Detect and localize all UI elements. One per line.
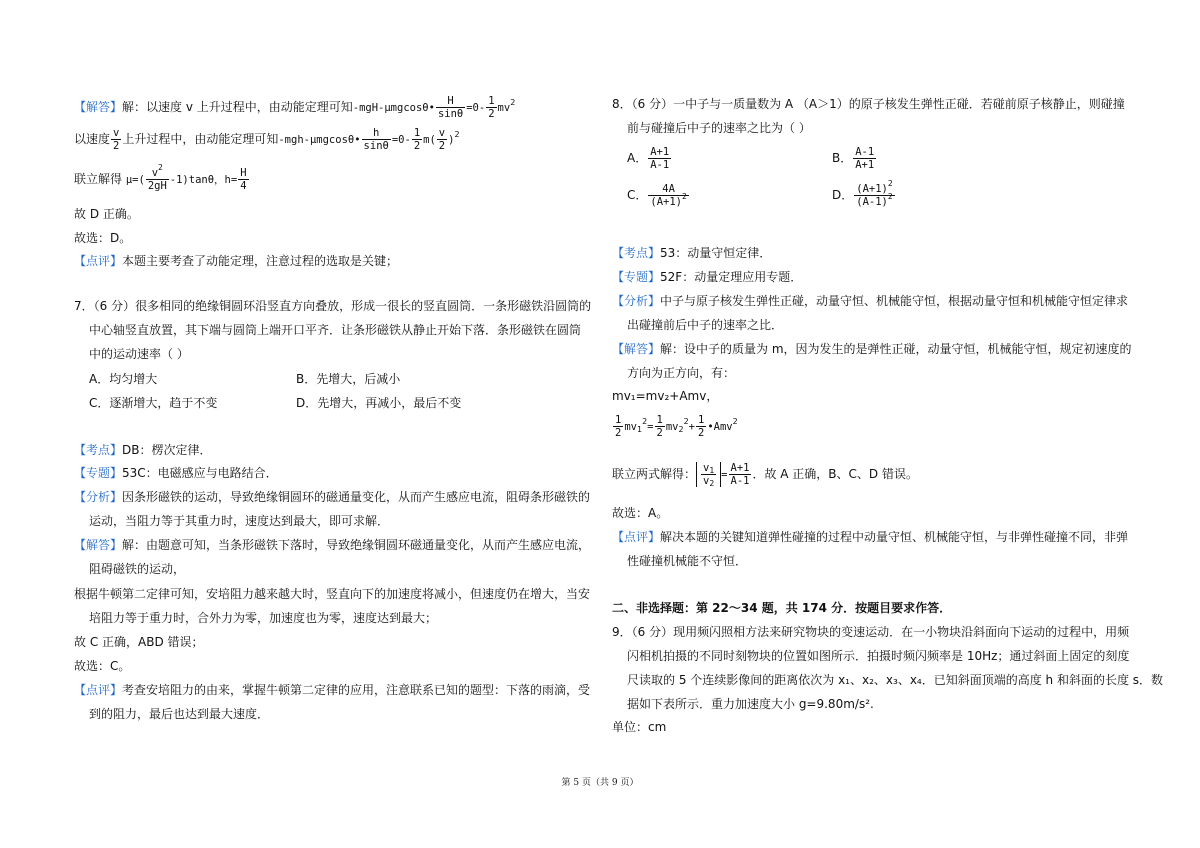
text: 中子与原子核发生弹性正碰，动量守恒、机械能守恒，根据动量守恒和机械能守恒定律求 xyxy=(660,294,1129,308)
numerator: $v^2$ xyxy=(151,163,163,179)
formula: μ=( xyxy=(125,174,145,186)
fraction xyxy=(412,127,422,152)
text: DB：楞次定律． xyxy=(122,443,212,457)
formula: mv xyxy=(497,102,511,114)
numerator: 1 xyxy=(698,414,705,426)
formula: =0- xyxy=(466,102,486,114)
q8-analysis-line2: 出碰撞前后中子的速率之比． xyxy=(627,318,784,332)
q7-option-c: C．逐渐增大，趋于不变 xyxy=(89,396,218,410)
tag: 【分析】 xyxy=(74,490,123,504)
q7-analysis-line1 xyxy=(74,489,590,505)
fraction xyxy=(701,462,716,487)
denominator: 2gH xyxy=(147,180,167,192)
q7-stem-line2: 中心轴竖直放置，其下端与圆筒上端开口平齐．让条形磁铁从静止开始下落．条形磁铁在圆筒 xyxy=(89,323,582,337)
text: 上升过程中，由动能定理可知 xyxy=(122,132,279,146)
numerator: H xyxy=(447,95,454,107)
q7-stem-line3: 中的运动速率（ ） xyxy=(89,347,189,361)
fraction xyxy=(648,183,688,208)
q8-knowledge-point xyxy=(612,245,771,261)
denominator: 2 xyxy=(413,140,421,152)
numerator: 1 xyxy=(488,95,495,107)
tag: 【考点】 xyxy=(612,246,661,260)
fraction xyxy=(655,414,665,439)
formula: ) xyxy=(448,134,455,146)
option-label: D． xyxy=(832,188,854,202)
q7-comment-line2: 到的阻力，最后也达到最大速度． xyxy=(89,707,270,721)
denominator: A-1 xyxy=(730,475,750,487)
formula: =0- xyxy=(391,134,411,146)
q8-option-d xyxy=(832,179,896,208)
formula: -1)tanθ，h= xyxy=(169,174,238,186)
numerator: h xyxy=(373,127,380,139)
q6-comment xyxy=(74,253,398,269)
option-label: B． xyxy=(832,151,853,165)
numerator: 1 xyxy=(656,414,663,426)
section-heading: 二、非选择题：第 22～34 题，共 174 分．按题目要求作答． xyxy=(612,601,952,615)
q8-solution-line1 xyxy=(612,341,1132,357)
denominator: sinθ xyxy=(363,140,389,152)
q6-solution-line2: 以速度 $\frac{v}{2}$ 上升过程中，由动能定理可知-mgh-μmgcosθ• $\frac{h}{\sin\theta}$ =0- $\frac{1}{2}$ m( $\frac{v}{2}$ )$^2$ xyxy=(74,127,460,152)
denominator: $(A+1)^2$ xyxy=(650,192,687,208)
denominator: 2 xyxy=(438,140,446,152)
q7-option-b: B．先增大，后减小 xyxy=(296,372,401,386)
fraction xyxy=(146,163,169,192)
right-column xyxy=(600,0,1200,780)
solution-tag: 【解答】 xyxy=(74,100,123,114)
fraction xyxy=(648,146,671,171)
q8-analysis-line1 xyxy=(612,293,1128,309)
q6-solution-line1: 【解答】解：以速度 v 上升过程中，由动能定理可知-mgH-μmgcosθ• $\frac{H}{\sin\theta}$ =0- $\frac{1}{2}$ $mv^2$ xyxy=(74,95,516,120)
denominator: 2 xyxy=(488,108,495,120)
fraction xyxy=(613,414,623,439)
comment-tag: 【点评】 xyxy=(74,254,123,268)
q8-solution-line2: 方向为正方向，有： xyxy=(627,366,736,380)
q8-answer: 故选：A。 xyxy=(612,506,669,520)
fraction xyxy=(729,462,752,487)
q9-stem-line2: 闪相机拍摄的不同时刻物块的位置如图所示．拍摄时频闪频率是 10Hz；通过斜面上固定的刻度 xyxy=(627,649,1130,663)
q8-solution-line3: 联立两式解得： $\frac{v_1}{v_2}$ = $\frac{A+1}{A-1}$ ．故 A 正确，B、C、D 错误。 xyxy=(612,462,918,488)
numerator: $v_1$ xyxy=(703,462,715,475)
denominator: 4 xyxy=(240,180,247,192)
tag: 【分析】 xyxy=(612,294,661,308)
q8-option-b xyxy=(832,146,877,171)
tag: 【点评】 xyxy=(74,683,123,697)
numerator: 1 xyxy=(413,127,421,139)
q8-topic xyxy=(612,269,802,285)
numerator: A-1 xyxy=(855,146,875,158)
fraction xyxy=(111,127,121,152)
fraction xyxy=(362,127,391,152)
text: 解：以速度 v 上升过程中，由动能定理可知 xyxy=(122,100,353,114)
q8-equation1: mv₁=mv₂+Amv， xyxy=(612,389,719,403)
formula: -mgh-μmgcosθ• xyxy=(278,134,361,146)
q7-topic xyxy=(74,465,278,481)
text: 以速度 xyxy=(74,132,111,146)
q8-option-c xyxy=(627,183,690,208)
page-number-footer: 第 5 页（共 9 页） xyxy=(561,778,639,788)
q7-solution-line3: 根据牛顿第二定律可知，安培阻力越来越大时，竖直向下的加速度将减小，但速度仍在增大，当安 xyxy=(74,587,591,601)
text: 因条形磁铁的运动，导致绝缘铜圆环的磁通量变化，从而产生感应电流，阻碍条形磁铁的 xyxy=(122,490,591,504)
formula: = xyxy=(647,421,654,433)
fraction xyxy=(696,414,706,439)
text: ．故 A 正确，B、C、D 错误。 xyxy=(752,467,918,481)
q9-stem-line3: 尺读取的 5 个连续影像间的距离依次为 x₁、x₂、x₃、x₄．已知斜面顶端的高度 h 和斜面的长度 s．数 xyxy=(627,673,1164,687)
q8-option-a xyxy=(627,146,672,171)
text: 联立两式解得： xyxy=(612,467,697,481)
q9-unit: 单位：cm xyxy=(612,720,667,734)
tag: 【解答】 xyxy=(612,342,661,356)
q8-stem-line1: 8．（6 分）一中子与一质量数为 A （A＞1）的原子核发生弹性正碰．若碰前原子核静止，则碰撞 xyxy=(612,97,1125,111)
denominator: 2 xyxy=(113,140,120,152)
formula: m( xyxy=(423,134,436,146)
q8-comment-line2: 性碰撞机械能不守恒． xyxy=(627,554,748,568)
option-label: A． xyxy=(627,151,648,165)
denominator: $(A-1)^2$ xyxy=(856,192,893,208)
q7-solution-line4: 培阻力等于重力时，合外力为零，加速度也为零，速度达到最大； xyxy=(89,611,438,625)
text: 52F：动量定理应用专题． xyxy=(660,270,803,284)
formula: mv xyxy=(624,421,637,433)
fraction xyxy=(854,179,894,208)
numerator: $(A+1)^2$ xyxy=(856,179,893,195)
q7-option-a: A．均匀增大 xyxy=(89,372,158,386)
text: 考查安培阻力的由来，掌握牛顿第二定律的应用，注意联系已知的题型：下落的雨滴，受 xyxy=(122,683,591,697)
q9-stem-line1: 9．（6 分）现用频闪照相方法来研究物块的变速运动．在一小物块沿斜面向下运动的过程中，用频 xyxy=(612,625,1130,639)
option-label: C． xyxy=(627,188,648,202)
tag: 【解答】 xyxy=(74,538,123,552)
text: 53C：电磁感应与电路结合． xyxy=(122,466,278,480)
text: 解决本题的关键知道弹性碰撞的过程中动量守恒、机械能守恒，与非弹性碰撞不同，非弹 xyxy=(660,530,1129,544)
fraction xyxy=(436,95,465,120)
text: 本题主要考查了动能定理，注意过程的选取是关键； xyxy=(122,254,399,268)
fraction xyxy=(437,127,447,152)
q7-answer: 故选：C。 xyxy=(74,659,131,673)
left-column xyxy=(0,0,600,780)
q7-option-d: D．先增大，再减小，最后不变 xyxy=(296,396,462,410)
formula: •Amv xyxy=(707,421,733,433)
q7-analysis-line2: 运动，当阻力等于其重力时，速度达到最大，即可求解． xyxy=(89,514,390,528)
formula: + xyxy=(688,421,695,433)
q6-conclusion: 故 D 正确。 xyxy=(74,207,139,221)
q7-solution-line2: 阻碍磁铁的运动， xyxy=(89,562,186,576)
q8-equation2: $\frac{1}{2}$ $mv_1^2=$ $\frac{1}{2}$ $mv_2^2+$ $\frac{1}{2}$ •Amv$^2$ xyxy=(615,414,738,439)
numerator: 4A xyxy=(662,183,675,195)
fraction xyxy=(238,167,248,192)
formula: -mgH-μmgcosθ• xyxy=(352,102,435,114)
text: 联立解得 xyxy=(74,172,123,186)
q6-answer: 故选：D。 xyxy=(74,231,132,245)
q6-solution-line3 xyxy=(74,163,250,192)
denominator: 2 xyxy=(656,427,663,439)
q7-solution-line1 xyxy=(74,537,590,553)
q8-stem-line2: 前与碰撞后中子的速率之比为（ ） xyxy=(627,121,811,135)
denominator: $v_2$ xyxy=(703,475,715,488)
fraction xyxy=(853,146,876,171)
numerator: v xyxy=(113,127,120,139)
text: 解：由题意可知，当条形磁铁下落时，导致绝缘铜圆环磁通量变化，从而产生感应电流， xyxy=(122,538,591,552)
tag: 【专题】 xyxy=(612,270,661,284)
denominator: A-1 xyxy=(650,159,670,171)
q7-solution-line5: 故 C 正确，ABD 错误； xyxy=(74,635,204,649)
text: 解：设中子的质量为 m，因为发生的是弹性正碰，动量守恒，机械能守恒，规定初速度的 xyxy=(660,342,1132,356)
tag: 【考点】 xyxy=(74,443,123,457)
numerator: A+1 xyxy=(730,462,750,474)
tag: 【点评】 xyxy=(612,530,661,544)
denominator: 2 xyxy=(698,427,705,439)
formula: mv xyxy=(665,421,679,433)
absolute-value-bars xyxy=(696,462,721,487)
q7-knowledge-point xyxy=(74,442,212,458)
q7-comment-line1 xyxy=(74,682,590,698)
denominator: 2 xyxy=(615,427,622,439)
numerator: 1 xyxy=(615,414,622,426)
numerator: v xyxy=(438,127,446,139)
denominator: sinθ xyxy=(437,108,464,120)
q7-stem-line1: 7．（6 分）很多相同的绝缘铜圆环沿竖直方向叠放，形成一很长的竖直圆筒．一条形磁铁沿圆筒的 xyxy=(74,299,592,313)
tag: 【专题】 xyxy=(74,466,123,480)
text: 53：动量守恒定律． xyxy=(660,246,772,260)
fraction xyxy=(486,95,496,120)
numerator: H xyxy=(240,167,247,179)
numerator: A+1 xyxy=(650,146,670,158)
q8-comment-line1 xyxy=(612,529,1128,545)
denominator: A+1 xyxy=(855,159,875,171)
q9-stem-line4: 据如下表所示．重力加速度大小 g=9.80m/s². xyxy=(627,697,874,711)
